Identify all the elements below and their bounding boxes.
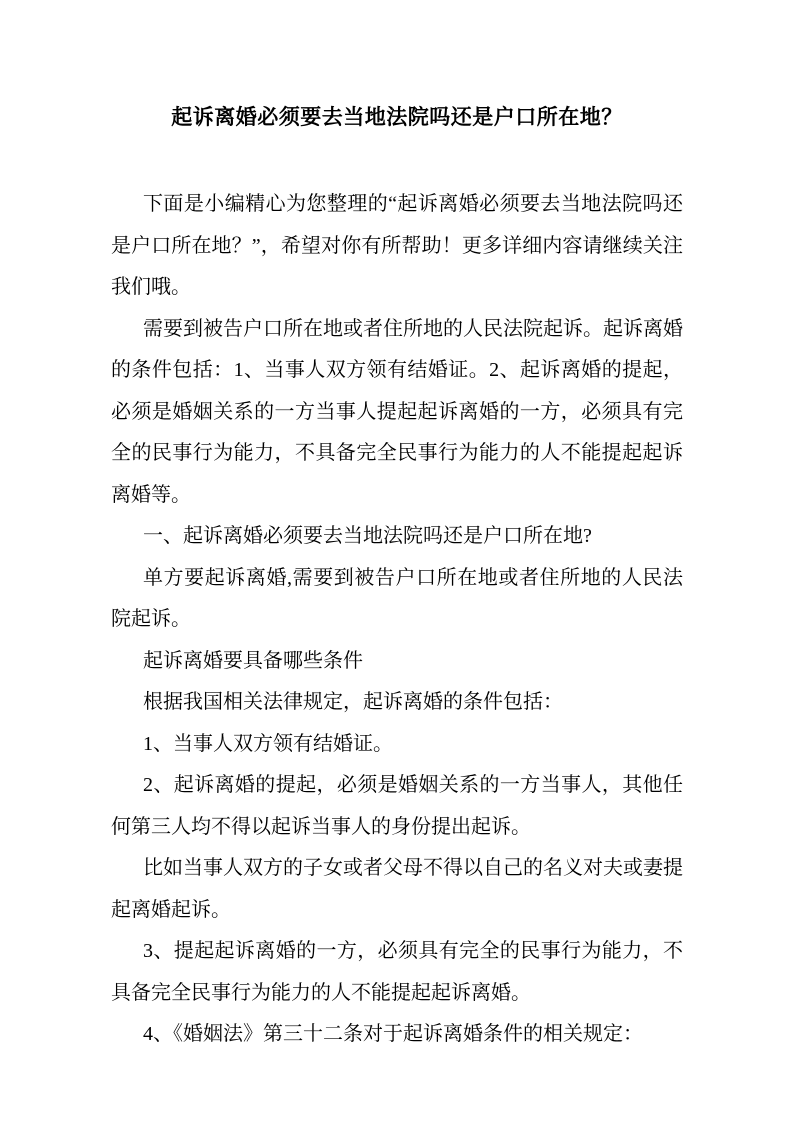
paragraph-condition-4: 4、《婚姻法》第三十二条对于起诉离婚条件的相关规定： — [143, 1023, 643, 1045]
paragraph-conditions-heading: 起诉离婚要具备哪些条件 — [143, 649, 363, 672]
paragraph-law-basis: 根据我国相关法律规定，起诉离婚的条件包括： — [143, 691, 563, 713]
paragraph-condition-1: 1、当事人双方领有结婚证。 — [143, 732, 393, 755]
paragraph-intro: 下面是小编精心为您整理的“起诉离婚必须要去当地法院吗还是户口所在地？”，希望对你有所帮助！更多详细内容请继续关注我们哦。 — [111, 193, 683, 298]
paragraph-condition-2: 2、起诉离婚的提起，必须是婚姻关系的一方当事人，其他任何第三人均不得以起诉当事人的身份提出起诉。 — [111, 774, 683, 838]
paragraph-answer: 需要到被告户口所在地或者住所地的人民法院起诉。起诉离婚的条件包括：1、当事人双方领有结婚证。2、起诉离婚的提起，必须是婚姻关系的一方当事人提起起诉离婚的一方，必须具有完全的民事行为能力，不具备完全民事行为能力的人不能提起起诉离婚等。 — [111, 317, 683, 506]
paragraph-example: 比如当事人双方的子女或者父母不得以自己的名义对夫或妻提起离婚起诉。 — [111, 857, 683, 921]
paragraph-unilateral: 单方要起诉离婚,需要到被告户口所在地或者住所地的人民法院起诉。 — [111, 566, 683, 630]
paragraph-section-one: 一、起诉离婚必须要去当地法院吗还是户口所在地? — [143, 525, 592, 547]
document-title: 起诉离婚必须要去当地法院吗还是户口所在地？ — [171, 105, 623, 129]
paragraph-condition-3: 3、提起起诉离婚的一方，必须具有完全的民事行为能力，不具备完全民事行为能力的人不能提起起诉离婚。 — [111, 940, 683, 1004]
